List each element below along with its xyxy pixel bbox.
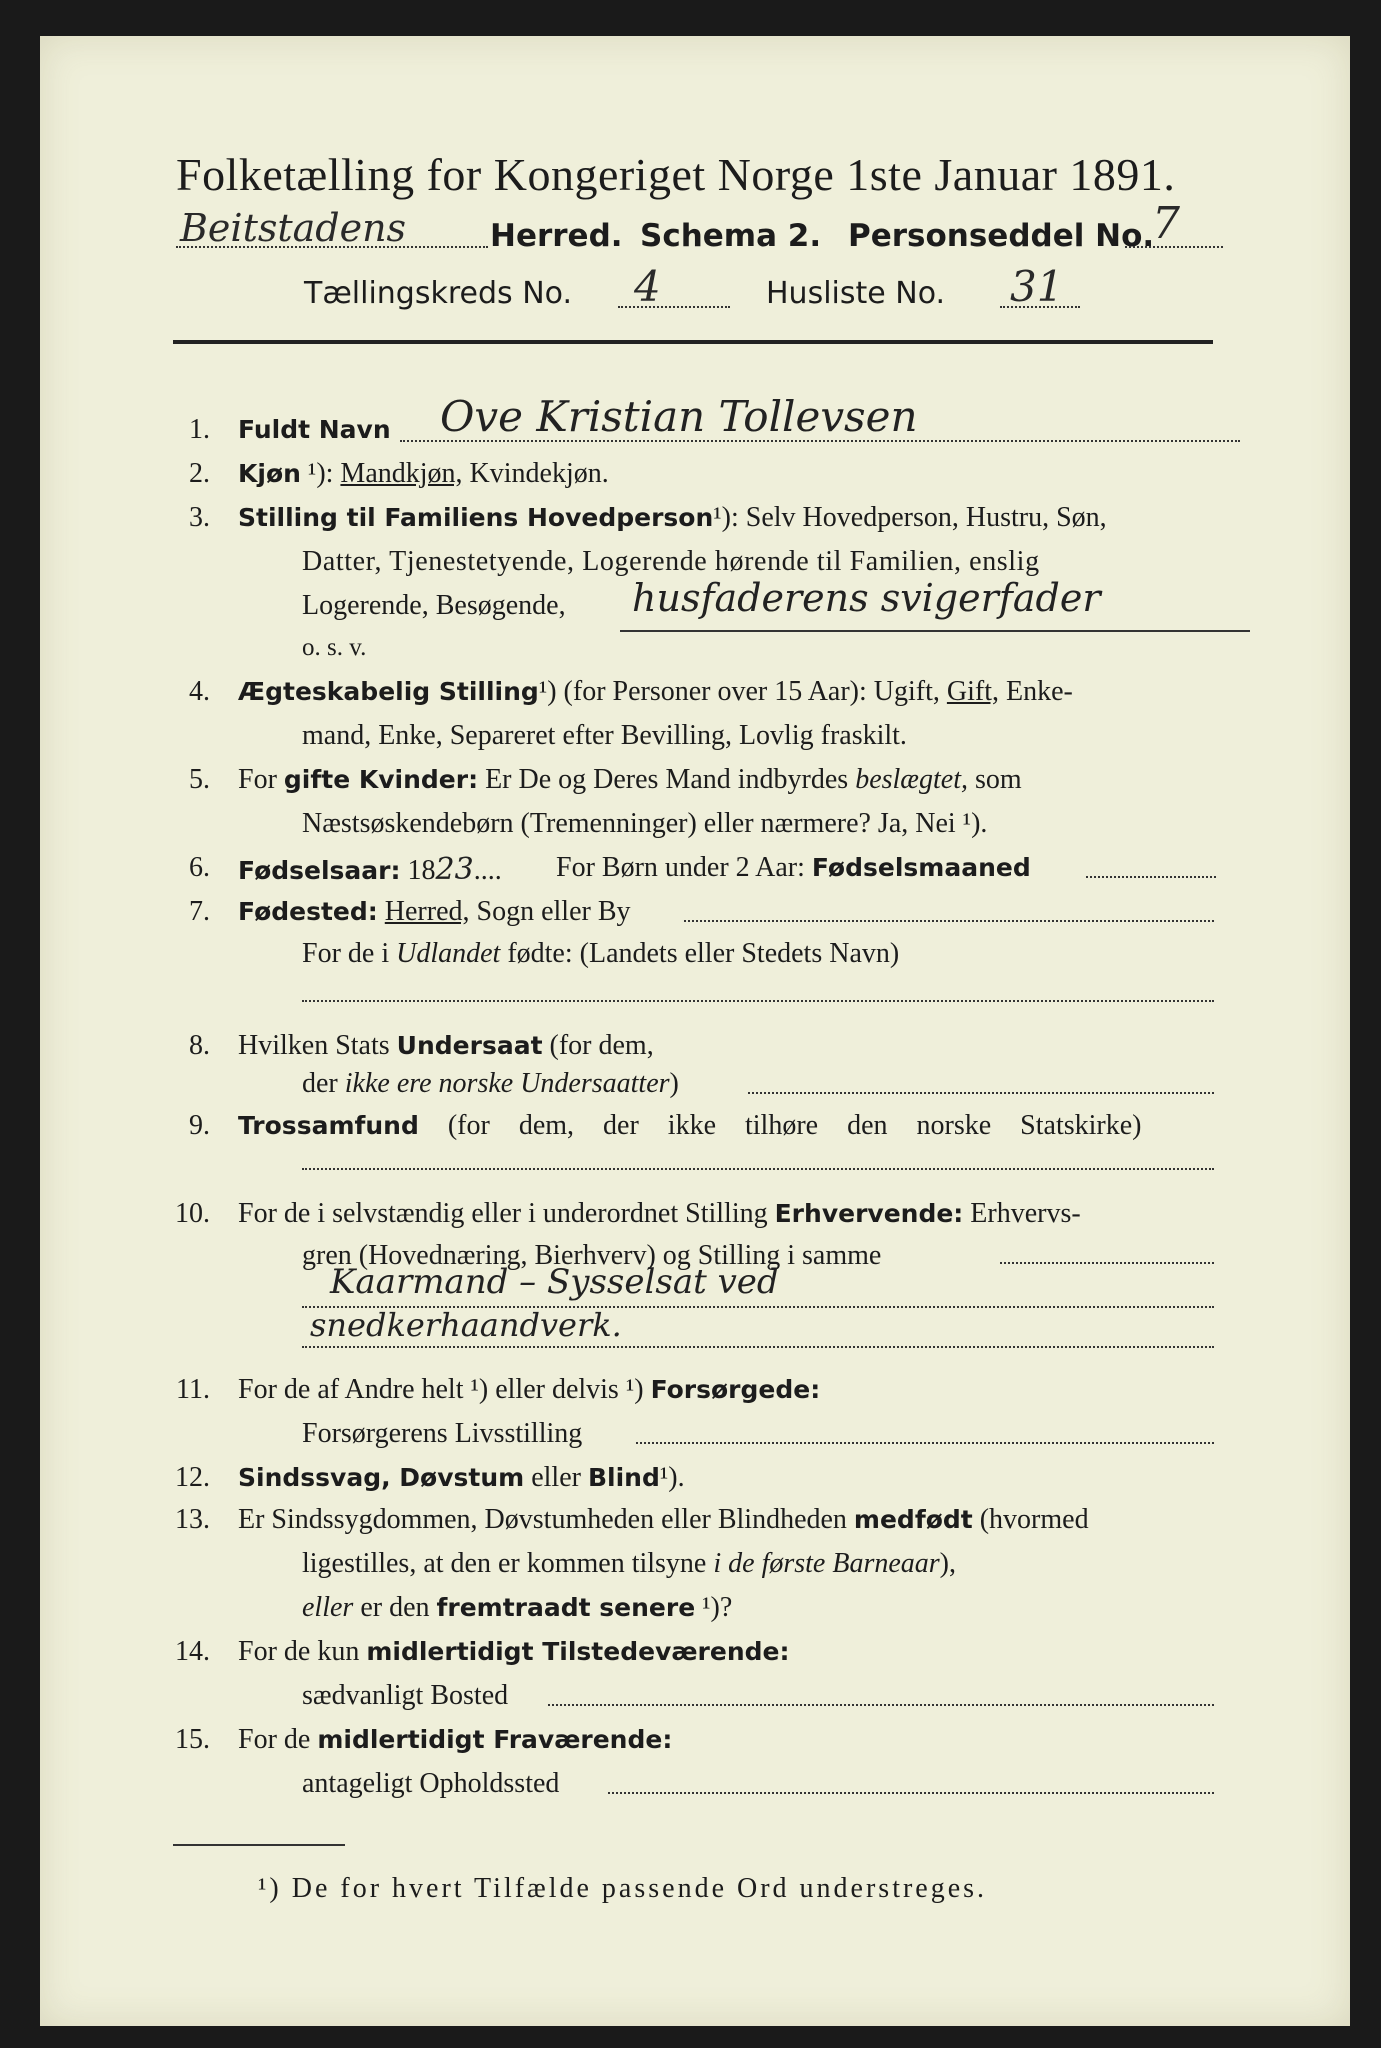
q13-line3a: eller: [302, 1592, 354, 1623]
q12-label: Sindssvag, Døvstum: [238, 1463, 525, 1492]
q10-line2: gren (Hovednæring, Bierhverv) og Stilling i samme: [302, 1240, 882, 1271]
item-number: 14.: [175, 1636, 210, 1667]
herred-value: Beitstadens: [180, 206, 407, 250]
item-number: 7.: [189, 896, 210, 927]
q7-dotline-2: [302, 1000, 1214, 1002]
q2-sup: ¹):: [307, 458, 334, 489]
q8-line2c: ): [669, 1068, 679, 1099]
q4-line1b: Enke-: [1006, 676, 1073, 707]
q13-line2b: i de første Barneaar: [713, 1548, 940, 1579]
q10-value-line2: snedkerhaandverk.: [310, 1306, 622, 1344]
item-number: 4.: [189, 676, 210, 707]
kreds-value: 4: [634, 262, 661, 311]
q11-line2: Forsørgerens Livsstilling: [302, 1418, 583, 1449]
item-number: 9.: [189, 1110, 210, 1141]
q10-line1b: Erhvervs-: [970, 1198, 1081, 1229]
q2-label: Kjøn: [238, 459, 301, 488]
q7-rest: Sogn eller By: [476, 896, 631, 927]
q10-line1a: For de i selvstændig eller i underordnet Stilling: [238, 1198, 768, 1229]
q6-label: Fødselsaar:: [238, 856, 401, 885]
q8-line2a: der: [302, 1068, 338, 1099]
q3-value: husfaderens svigerfader: [632, 576, 1101, 620]
item-number: 2.: [189, 458, 210, 489]
footnote-rule: [173, 1844, 345, 1846]
q3-line3: Logerende, Besøgende,: [302, 590, 566, 621]
q8-dotline: [748, 1092, 1214, 1094]
q10-dotline-3: [302, 1346, 1214, 1348]
item-number: 12.: [175, 1462, 210, 1493]
q11-dotline: [636, 1442, 1214, 1444]
q8-label: Undersaat: [396, 1031, 543, 1060]
form-title: Folketælling for Kongeriget Norge 1ste Januar 1891.: [176, 149, 1176, 200]
q15-label: midlertidigt Fraværende:: [317, 1725, 673, 1754]
q15-line2: antageligt Opholdssted: [302, 1768, 560, 1799]
q6-label2: Fødselsmaaned: [811, 853, 1031, 882]
q9-dotline: [302, 1168, 1214, 1170]
q5-line1b: som: [974, 764, 1022, 795]
q12-mid: eller: [531, 1462, 581, 1493]
q12-end: ¹).: [659, 1462, 685, 1493]
personseddel-value: 7: [1152, 198, 1180, 249]
q7-udlandet: Udlandet: [396, 938, 501, 969]
q7-line2b: fødte: (Landets eller Stedets Navn): [507, 938, 900, 969]
item-number: 10.: [175, 1198, 210, 1229]
q13-line3b: er den: [360, 1592, 430, 1623]
q5-line1a: Er De og Deres Mand indbyrdes: [485, 764, 849, 795]
q1-value: Ove Kristian Tollevsen: [440, 392, 918, 441]
q10-label: Erhvervende:: [774, 1199, 964, 1228]
q13-label: medfødt: [853, 1505, 973, 1534]
schema-label: Schema 2.: [640, 218, 822, 254]
personseddel-label: Personseddel No.: [848, 218, 1155, 254]
q5-line2: Næstsøskendebørn (Tremenninger) eller nærmere? Ja, Nei ¹).: [302, 808, 988, 839]
q7-option-herred: Herred,: [384, 896, 470, 927]
q7-dotline: [684, 920, 1214, 922]
husliste-label: Husliste No.: [766, 276, 946, 311]
q3-value-underline: [620, 630, 1250, 632]
q15-pre: For de: [238, 1724, 311, 1755]
item-number: 13.: [175, 1504, 210, 1535]
q13-label2: fremtraadt senere: [436, 1593, 696, 1622]
footnote: ¹) De for hvert Tilfælde passende Ord understreges.: [258, 1873, 988, 1904]
item-number: 8.: [189, 1030, 210, 1061]
q2-option-mandkjon: Mandkjøn,: [340, 458, 463, 489]
q14-line2: sædvanligt Bosted: [302, 1680, 509, 1711]
q9-label: Trossamfund: [238, 1111, 419, 1140]
q14-label: midlertidigt Tilstedeværende:: [366, 1637, 790, 1666]
q6-dotline: [1086, 876, 1216, 878]
husliste-value: 31: [1010, 262, 1064, 311]
q3-line2: Datter, Tjenestetyende, Logerende hørende til Familien, enslig: [302, 546, 1040, 577]
item-number: 11.: [176, 1374, 210, 1405]
q4-option-gift: Gift,: [946, 676, 999, 707]
q12-label2: Blind: [587, 1463, 660, 1492]
q5-pre: For: [238, 764, 277, 795]
q7-label: Fødested:: [238, 897, 378, 926]
item-number: 6.: [189, 852, 210, 883]
q6-value: 23: [435, 852, 474, 887]
q13-line1a: Er Sindssygdommen, Døvstumheden eller Blindheden: [238, 1504, 847, 1535]
q11-line1a: For de af Andre helt ¹) eller delvis ¹): [238, 1374, 644, 1405]
q1-label: Fuldt Navn: [238, 415, 391, 444]
q13-line1b: (hvormed: [979, 1504, 1089, 1535]
q4-line2: mand, Enke, Separeret efter Bevilling, Lovlig fraskilt.: [302, 720, 907, 751]
q15-dotline: [608, 1792, 1214, 1794]
item-number: 3.: [189, 502, 210, 533]
q2-option-kvindekjon: Kvindekjøn.: [469, 458, 609, 489]
q13-line3c: ¹)?: [702, 1592, 733, 1623]
q6-mid: For Børn under 2 Aar:: [556, 852, 805, 883]
q3-line1: ¹): Selv Hovedperson, Hustru, Søn,: [713, 502, 1107, 533]
q9-rest: (for dem, der ikke tilhøre den norske Statskirke): [447, 1110, 1142, 1141]
q8-line1a: Hvilken Stats: [238, 1030, 390, 1061]
q14-dotline: [548, 1704, 1214, 1706]
q13-line2c: ),: [939, 1548, 956, 1579]
q3-line4: o. s. v.: [302, 634, 367, 661]
census-form-page: [40, 36, 1350, 2026]
q13-line2a: ligestilles, at den er kommen tilsyne: [302, 1548, 707, 1579]
item-number: 1.: [189, 414, 210, 445]
herred-label: Herred.: [490, 218, 623, 254]
q4-line1a: ¹) (for Personer over 15 Aar): Ugift,: [538, 676, 940, 707]
q14-pre: For de kun: [238, 1636, 360, 1667]
q3-label: Stilling til Familiens Hovedperson: [238, 503, 714, 532]
q8-line1b: (for dem,: [549, 1030, 654, 1061]
kreds-label: Tællingskreds No.: [304, 276, 572, 311]
q10-value-line1: Kaarmand – Sysselsat ved: [330, 1262, 779, 1302]
q11-label: Forsørgede:: [650, 1375, 821, 1404]
q8-line2b: ikke ere norske Undersaatter: [344, 1068, 670, 1099]
q7-line2a: For de i: [302, 938, 390, 969]
q5-label: gifte Kvinder:: [283, 765, 479, 794]
q4-label: Ægteskabelig Stilling: [238, 677, 539, 706]
q10-dotline: [1000, 1262, 1214, 1264]
q5-beslaegtet: beslægtet,: [855, 764, 968, 795]
item-number: 15.: [175, 1724, 210, 1755]
q6-prefix: 18: [407, 855, 436, 886]
header-rule: [173, 340, 1213, 344]
item-number: 5.: [189, 764, 210, 795]
